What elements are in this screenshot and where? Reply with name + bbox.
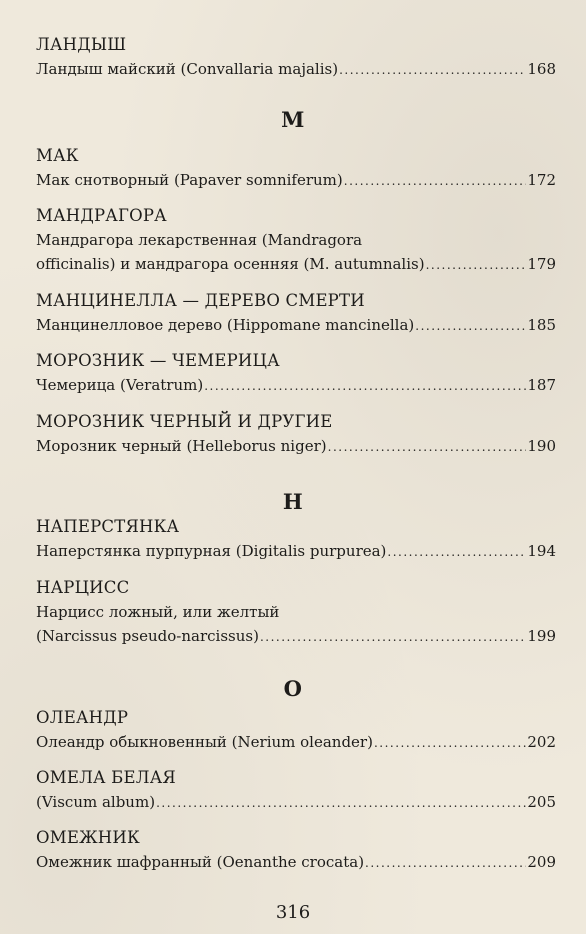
entry-omela xyxy=(36,766,556,815)
entry-moroznik-cherny xyxy=(36,410,556,459)
entry-nartsiss xyxy=(36,576,556,649)
entry-text: Омежник шафранный (Oenanthe crocata) xyxy=(36,853,365,871)
entry-mancinella xyxy=(36,289,556,338)
entry-heading: МОРОЗНИК ЧЕРНЫЙ И ДРУГИЕ xyxy=(36,412,333,431)
entry-heading: ЛАНДЫШ xyxy=(36,35,127,54)
section-letter-m: М xyxy=(281,107,305,132)
dot-leader xyxy=(328,435,527,459)
page-ref: 199 xyxy=(527,627,556,645)
entry-text: Ландыш майский (Convallaria majalis) xyxy=(36,60,339,78)
entry-text: officinalis) и мандрагора осенняя (M. autumnalis) xyxy=(36,255,425,273)
entry-text: Морозник черный (Helleborus niger) xyxy=(36,437,327,455)
entry-oleandr xyxy=(36,706,556,755)
entry-line xyxy=(36,57,556,82)
dot-leader xyxy=(374,731,526,755)
entry-heading: ОМЕЖНИК xyxy=(36,828,140,847)
entry-line xyxy=(36,252,556,277)
entry-heading: МАК xyxy=(36,146,79,165)
dot-leader xyxy=(426,253,527,277)
dot-leader xyxy=(339,58,526,82)
entry-heading: МОРОЗНИК — ЧЕМЕРИЦА xyxy=(36,351,280,370)
entry-mak xyxy=(36,144,556,193)
page-ref: 185 xyxy=(527,316,556,334)
entry-landysh xyxy=(36,33,556,82)
entry-mandragora xyxy=(36,204,556,277)
entry-heading: МАНДРАГОРА xyxy=(36,206,167,225)
entry-naperstyanka xyxy=(36,515,556,564)
page-ref: 179 xyxy=(527,255,556,273)
entry-text: (Narcissus pseudo-narcissus) xyxy=(36,627,259,645)
entry-heading: МАНЦИНЕЛЛА — ДЕРЕВО СМЕРТИ xyxy=(36,291,365,310)
entry-text: Чемерица (Veratrum) xyxy=(36,376,204,394)
entry-omezhnik xyxy=(36,826,556,875)
entry-heading: ОМЕЛА БЕЛАЯ xyxy=(36,768,176,787)
section-letter-o: О xyxy=(283,676,303,701)
entry-heading: НАПЕРСТЯНКА xyxy=(36,517,180,536)
page-ref: 190 xyxy=(527,437,556,455)
entry-line xyxy=(36,434,556,459)
entry-text-line: Нарцисс ложный, или желтый xyxy=(36,603,280,621)
entry-moroznik-chemeritsa xyxy=(36,349,556,398)
entry-heading: ОЛЕАНДР xyxy=(36,708,129,727)
page-ref: 187 xyxy=(527,376,556,394)
dot-leader xyxy=(260,625,526,649)
entry-line xyxy=(36,313,556,338)
entry-line xyxy=(36,624,556,649)
dot-leader xyxy=(344,169,527,193)
page-number: 316 xyxy=(275,902,311,923)
entry-text-line: Мандрагора лекарственная (Mandragora xyxy=(36,231,363,249)
page-ref: 172 xyxy=(527,171,556,189)
page-ref: 194 xyxy=(527,542,556,560)
page-ref: 205 xyxy=(527,793,556,811)
entry-line xyxy=(36,790,556,815)
entry-line xyxy=(36,373,556,398)
section-letter-n: Н xyxy=(282,489,304,514)
entry-line xyxy=(36,168,556,193)
entry-line xyxy=(36,539,556,564)
dot-leader xyxy=(365,851,526,875)
dot-leader xyxy=(156,791,526,815)
entry-text: Манцинелловое дерево (Hippomane mancinella) xyxy=(36,316,415,334)
dot-leader xyxy=(415,314,526,338)
entry-heading: НАРЦИСС xyxy=(36,578,130,597)
page-ref: 168 xyxy=(527,60,556,78)
dot-leader xyxy=(387,540,526,564)
entry-text: (Viscum album) xyxy=(36,793,156,811)
entry-line xyxy=(36,730,556,755)
page-ref: 209 xyxy=(527,853,556,871)
page-ref: 202 xyxy=(527,733,556,751)
entry-text: Мак снотворный (Papaver somniferum) xyxy=(36,171,343,189)
dot-leader xyxy=(204,374,526,398)
entry-text: Наперстянка пурпурная (Digitalis purpurea) xyxy=(36,542,387,560)
entry-text: Олеандр обыкновенный (Nerium oleander) xyxy=(36,733,373,751)
entry-line xyxy=(36,850,556,875)
